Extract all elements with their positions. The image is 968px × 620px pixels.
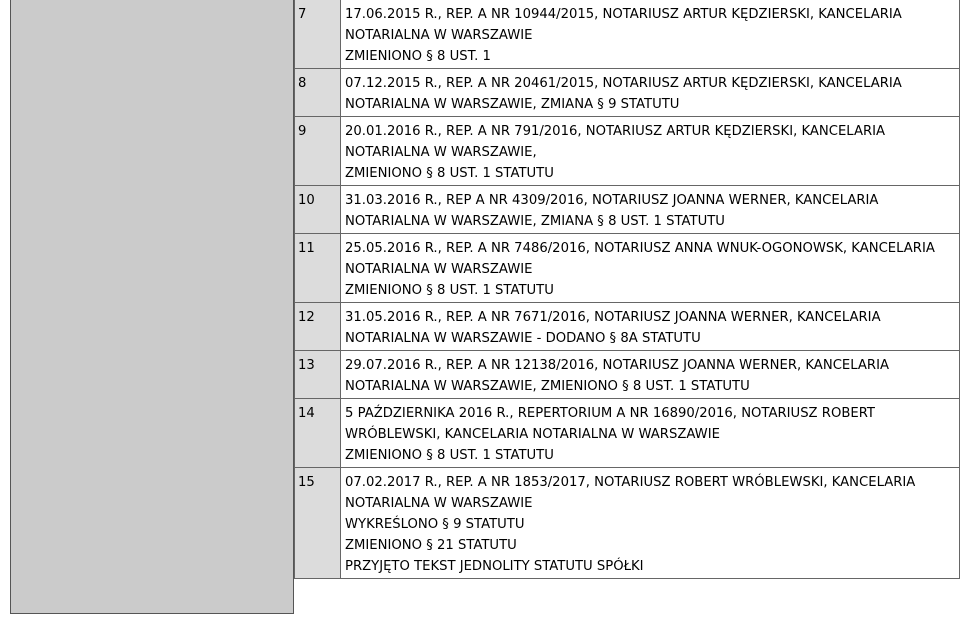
entry-description-line: ZMIENIONO § 8 UST. 1 STATUTU [345,166,554,181]
entry-description-line: 29.07.2016 R., REP. A NR 12138/2016, NOTARIUSZ JOANNA WERNER, KANCELARIA [345,358,889,373]
table-row [295,303,960,351]
entry-description [341,303,960,351]
table-row [295,468,960,579]
entry-number: 10 [295,186,341,234]
table-row [295,117,960,186]
entry-description [341,186,960,234]
table-row [295,186,960,234]
entry-number: 11 [295,234,341,303]
entry-description-line: 31.03.2016 R., REP A NR 4309/2016, NOTARIUSZ JOANNA WERNER, KANCELARIA [345,193,879,208]
entry-description-line: 5 PAŹDZIERNIKA 2016 R., REPERTORIUM A NR 16890/2016, NOTARIUSZ ROBERT [345,406,875,421]
entry-description-line: NOTARIALNA W WARSZAWIE [345,496,533,511]
entry-description [341,0,960,69]
entry-description-line: PRZYJĘTO TEKST JEDNOLITY STATUTU SPÓŁKI [345,559,644,574]
entry-number: 15 [295,468,341,579]
registry-document [10,0,960,614]
table-row [295,351,960,399]
entry-description-line: ZMIENIONO § 8 UST. 1 [345,49,491,64]
entry-number: 14 [295,399,341,468]
entry-description-line: 07.02.2017 R., REP. A NR 1853/2017, NOTARIUSZ ROBERT WRÓBLEWSKI, KANCELARIA [345,475,916,490]
entry-description [341,117,960,186]
entry-description-line: 07.12.2015 R., REP. A NR 20461/2015, NOTARIUSZ ARTUR KĘDZIERSKI, KANCELARIA [345,76,902,91]
entry-description-line: 20.01.2016 R., REP. A NR 791/2016, NOTARIUSZ ARTUR KĘDZIERSKI, KANCELARIA [345,124,886,139]
entry-description [341,468,960,579]
entry-description-line: NOTARIALNA W WARSZAWIE, ZMIANA § 8 UST. 1 STATUTU [345,214,725,229]
table-row [295,0,960,69]
entry-description-line: 31.05.2016 R., REP. A NR 7671/2016, NOTARIUSZ JOANNA WERNER, KANCELARIA [345,310,881,325]
entry-description-line: NOTARIALNA W WARSZAWIE, ZMIENIONO § 8 UST. 1 STATUTU [345,379,750,394]
entry-description-line: ZMIENIONO § 21 STATUTU [345,538,517,553]
entry-description-line: WRÓBLEWSKI, KANCELARIA NOTARIALNA W WARSZAWIE [345,427,720,442]
table-row [295,399,960,468]
entry-number: 13 [295,351,341,399]
table-row [295,234,960,303]
entry-description [341,69,960,117]
entry-description-line: NOTARIALNA W WARSZAWIE - DODANO § 8A STATUTU [345,331,701,346]
entry-description-line: 25.05.2016 R., REP. A NR 7486/2016, NOTARIUSZ ANNA WNUK-OGONOWSK, KANCELARIA [345,241,935,256]
entry-description-line: WYKREŚLONO § 9 STATUTU [345,517,525,532]
entry-number: 12 [295,303,341,351]
entry-description-line: ZMIENIONO § 8 UST. 1 STATUTU [345,283,554,298]
entry-description-line: NOTARIALNA W WARSZAWIE, ZMIANA § 9 STATUTU [345,97,680,112]
entry-number: 8 [295,69,341,117]
entry-description [341,399,960,468]
entry-description-line: NOTARIALNA W WARSZAWIE [345,262,533,277]
entry-number: 7 [295,0,341,69]
amendments-table-body [295,0,960,579]
statute-amendments-table [294,0,960,579]
entry-description [341,351,960,399]
entry-description-line: ZMIENIONO § 8 UST. 1 STATUTU [345,448,554,463]
entry-description-line: NOTARIALNA W WARSZAWIE [345,28,533,43]
entry-description-line: 17.06.2015 R., REP. A NR 10944/2015, NOTARIUSZ ARTUR KĘDZIERSKI, KANCELARIA [345,7,902,22]
entry-number: 9 [295,117,341,186]
table-row [295,69,960,117]
entry-description [341,234,960,303]
entry-description-line: NOTARIALNA W WARSZAWIE, [345,145,537,160]
section-label-column [10,0,294,614]
